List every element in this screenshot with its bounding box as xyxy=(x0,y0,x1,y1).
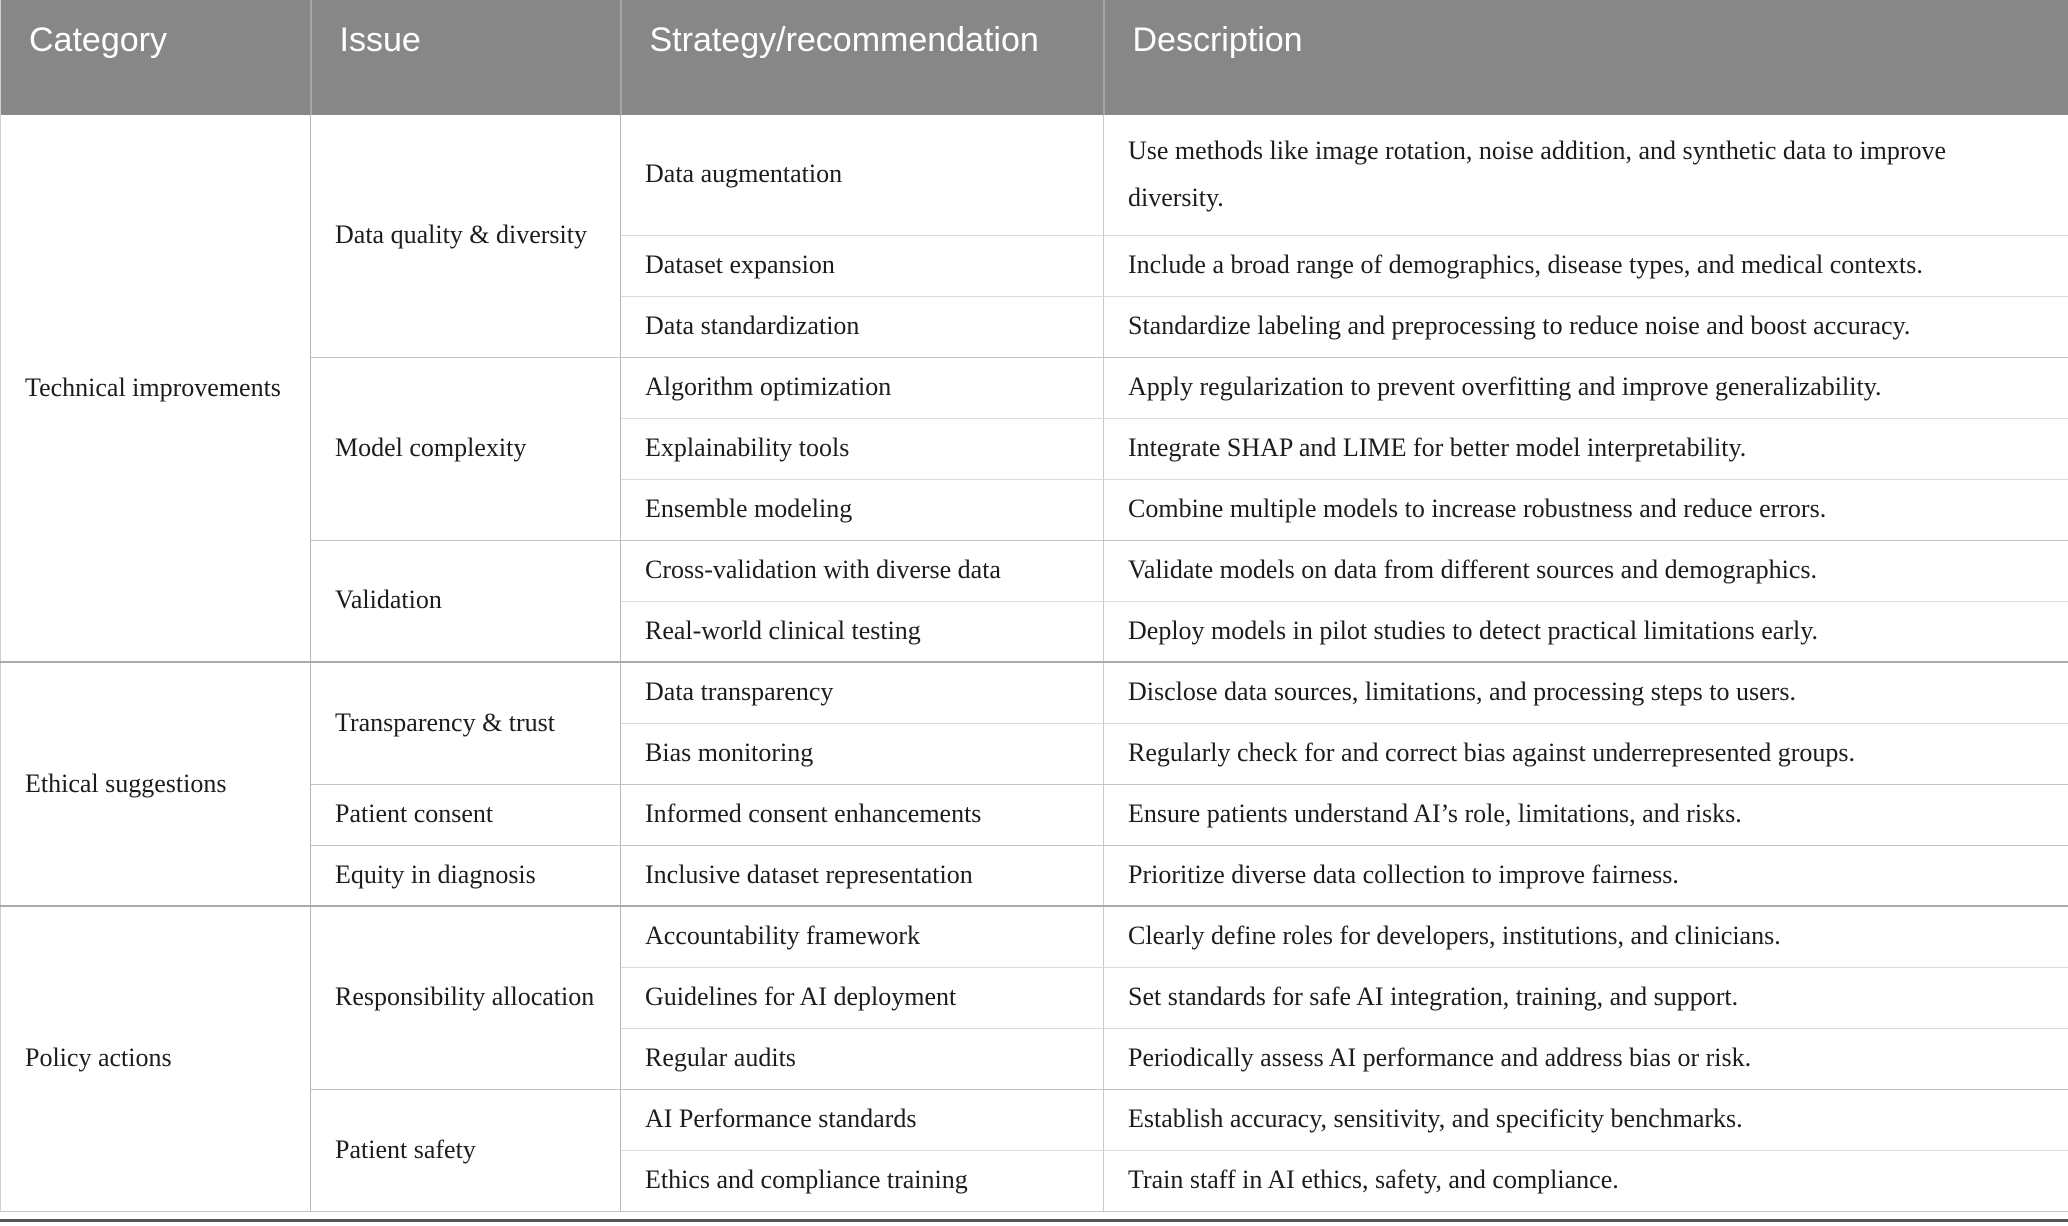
table-header-row xyxy=(1,0,2068,115)
description-cell: Regularly check for and correct bias against underrepresented groups. xyxy=(1104,723,2068,784)
description-cell: Disclose data sources, limitations, and processing steps to users. xyxy=(1104,662,2068,723)
category-cell: Policy actions xyxy=(1,906,311,1211)
issue-cell: Equity in diagnosis xyxy=(311,845,621,906)
table-row xyxy=(1,784,2068,845)
strategy-cell: Informed consent enhancements xyxy=(621,784,1104,845)
description-cell: Deploy models in pilot studies to detect practical limitations early. xyxy=(1104,601,2068,662)
description-cell: Apply regularization to prevent overfitting and improve generalizability. xyxy=(1104,357,2068,418)
category-cell: Ethical suggestions xyxy=(1,662,311,906)
strategy-cell: Real-world clinical testing xyxy=(621,601,1104,662)
strategy-cell: Bias monitoring xyxy=(621,723,1104,784)
table-row xyxy=(1,845,2068,906)
strategy-cell: Algorithm optimization xyxy=(621,357,1104,418)
description-cell: Prioritize diverse data collection to improve fairness. xyxy=(1104,845,2068,906)
description-cell: Train staff in AI ethics, safety, and compliance. xyxy=(1104,1150,2068,1211)
header-cell-category xyxy=(1,0,311,115)
strategy-cell: Cross-validation with diverse data xyxy=(621,540,1104,601)
description-cell: Periodically assess AI performance and address bias or risk. xyxy=(1104,1028,2068,1089)
table-row xyxy=(1,357,2068,418)
strategy-cell: Guidelines for AI deployment xyxy=(621,967,1104,1028)
header-label-issue: Issue xyxy=(339,21,421,59)
strategy-cell: Data standardization xyxy=(621,296,1104,357)
header-label-strategy: Strategy/recommendation xyxy=(649,21,1039,59)
strategy-cell: Inclusive dataset representation xyxy=(621,845,1104,906)
description-cell: Integrate SHAP and LIME for better model interpretability. xyxy=(1104,418,2068,479)
strategy-cell: Data transparency xyxy=(621,662,1104,723)
description-cell: Establish accuracy, sensitivity, and specificity benchmarks. xyxy=(1104,1089,2068,1150)
issue-cell: Model complexity xyxy=(311,357,621,540)
table-header xyxy=(1,0,2068,115)
table-bottom-rule xyxy=(0,1219,2068,1222)
strategy-cell: Explainability tools xyxy=(621,418,1104,479)
header-label-description: Description xyxy=(1132,21,1303,59)
table-row xyxy=(1,115,2068,235)
strategy-cell: AI Performance standards xyxy=(621,1089,1104,1150)
issue-cell: Transparency & trust xyxy=(311,662,621,784)
strategy-cell: Accountability framework xyxy=(621,906,1104,967)
description-cell: Standardize labeling and preprocessing to reduce noise and boost accuracy. xyxy=(1104,296,2068,357)
table-row xyxy=(1,906,2068,967)
description-cell: Use methods like image rotation, noise addition, and synthetic data to improve diversity. xyxy=(1104,115,2068,235)
category-cell: Technical improvements xyxy=(1,115,311,662)
description-cell: Set standards for safe AI integration, training, and support. xyxy=(1104,967,2068,1028)
issue-cell: Patient consent xyxy=(311,784,621,845)
strategy-cell: Data augmentation xyxy=(621,115,1104,235)
table-body xyxy=(1,115,2068,1211)
issue-cell: Patient safety xyxy=(311,1089,621,1211)
strategy-cell: Dataset expansion xyxy=(621,235,1104,296)
description-cell: Ensure patients understand AI’s role, limitations, and risks. xyxy=(1104,784,2068,845)
table-row xyxy=(1,662,2068,723)
header-cell-strategy xyxy=(621,0,1104,115)
description-cell: Combine multiple models to increase robustness and reduce errors. xyxy=(1104,479,2068,540)
issue-cell: Validation xyxy=(311,540,621,662)
header-cell-description xyxy=(1104,0,2068,115)
strategy-cell: Ethics and compliance training xyxy=(621,1150,1104,1211)
strategy-cell: Regular audits xyxy=(621,1028,1104,1089)
description-cell: Include a broad range of demographics, disease types, and medical contexts. xyxy=(1104,235,2068,296)
strategy-cell: Ensemble modeling xyxy=(621,479,1104,540)
description-cell: Validate models on data from different sources and demographics. xyxy=(1104,540,2068,601)
header-cell-issue xyxy=(311,0,621,115)
table-row xyxy=(1,1089,2068,1150)
issue-cell: Data quality & diversity xyxy=(311,115,621,357)
issue-cell: Responsibility allocation xyxy=(311,906,621,1089)
header-label-category: Category xyxy=(29,21,167,59)
table-row xyxy=(1,540,2068,601)
description-cell: Clearly define roles for developers, institutions, and clinicians. xyxy=(1104,906,2068,967)
